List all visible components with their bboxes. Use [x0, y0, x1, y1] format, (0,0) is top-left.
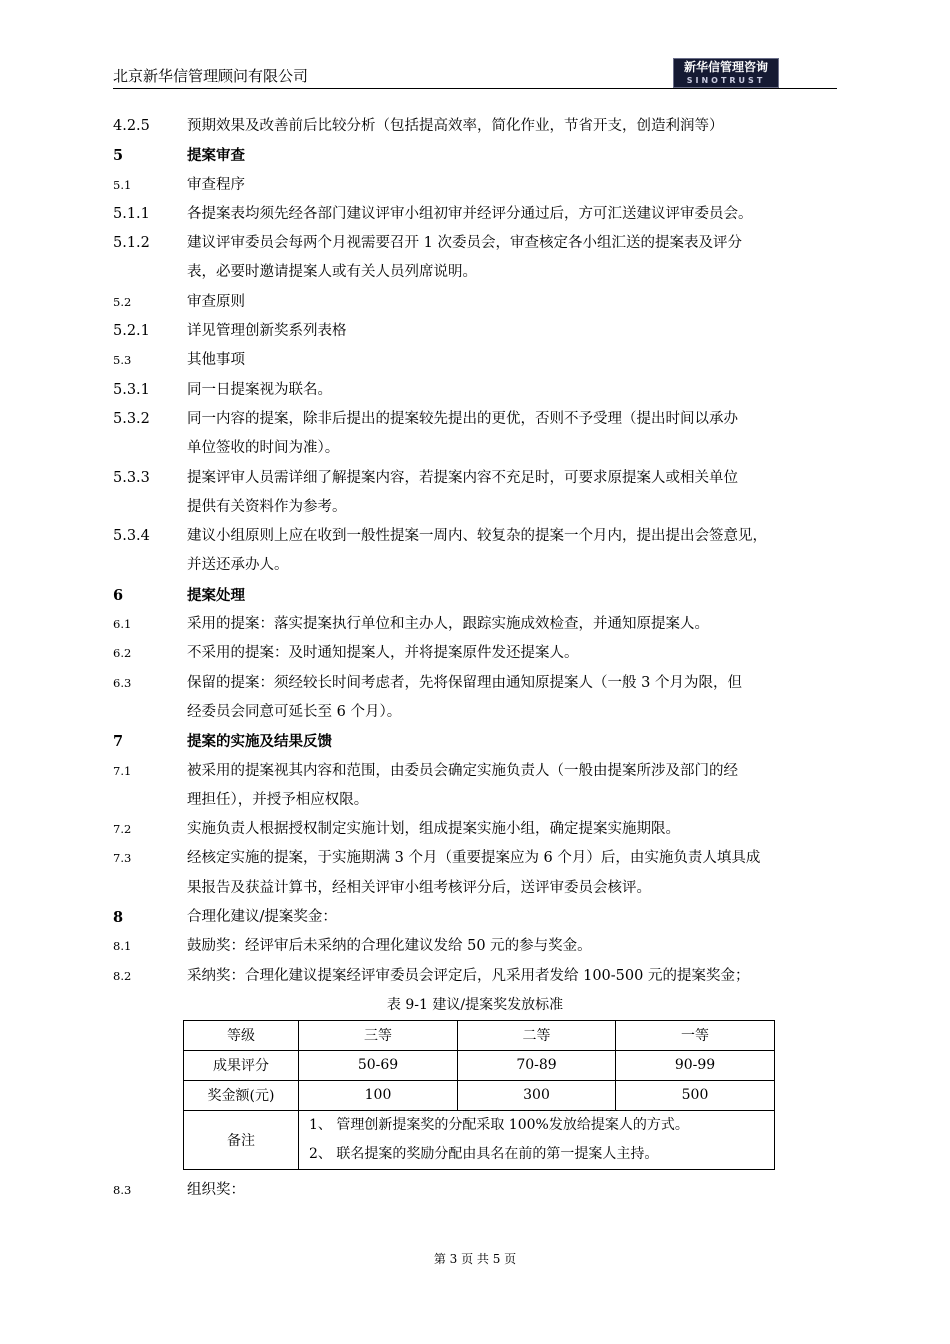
section-5-3 [113, 346, 853, 375]
heading-8 [113, 903, 853, 932]
section-5-1 [113, 171, 853, 200]
table-cell: 70-89 [458, 1050, 616, 1080]
section-text: 其他事项 [187, 352, 245, 369]
section-5-3-2-cont [113, 434, 853, 463]
section-8-2 [113, 962, 853, 991]
table-cell: 成果评分 [184, 1050, 299, 1080]
section-text: 提供有关资料作为参考。 [187, 498, 347, 515]
page-footer: 第 3 页 共 5 页 [433, 1252, 517, 1266]
section-text: 理担任），并授予相应权限。 [187, 791, 369, 808]
section-5-1-2 [113, 229, 853, 258]
section-5-2-1 [113, 317, 853, 346]
table-row [184, 1050, 775, 1080]
note-item: 1、 管理创新提案奖的分配采取 100%发放给提案人的方式。 [309, 1116, 689, 1133]
section-text: 提案评审人员需详细了解提案内容，若提案内容不充足时，可要求原提案人或相关单位 [187, 469, 738, 486]
note-item: 2、 联名提案的奖励分配由具名在前的第一提案人主持。 [309, 1145, 659, 1162]
section-number: 5.3.3 [113, 469, 150, 486]
table-cell: 奖金额(元) [184, 1080, 299, 1110]
section-text: 实施负责人根据授权制定实施计划，组成提案实施小组，确定提案实施期限。 [187, 821, 680, 838]
section-text: 采用的提案：落实提案执行单位和主办人，跟踪实施成效检查，并通知原提案人。 [187, 616, 709, 633]
section-5-2 [113, 288, 853, 317]
section-number: 5.2 [113, 294, 132, 309]
section-number: 4.2.5 [113, 118, 150, 134]
heading-7 [113, 727, 853, 756]
section-text: 鼓励奖：经评审后未采纳的合理化建议发给 50 元的参与奖金。 [187, 938, 592, 955]
table-cell: 90-99 [616, 1050, 775, 1080]
section-5-3-3-cont [113, 493, 853, 522]
section-number: 5.1.2 [113, 235, 150, 252]
heading-text: 提案的实施及结果反馈 [187, 733, 332, 751]
section-number: 7.3 [113, 851, 132, 866]
heading-number: 8 [113, 909, 124, 927]
section-number: 5.2.1 [113, 323, 150, 340]
table-cell: 100 [299, 1080, 458, 1110]
section-text: 预期效果及改善前后比较分析（包括提高效率，简化作业，节省开支，创造利润等） [187, 118, 724, 134]
award-table [183, 1020, 775, 1170]
heading-6 [113, 581, 853, 610]
section-6-2 [113, 639, 853, 668]
table-notes-row [184, 1110, 775, 1169]
company-logo [673, 58, 779, 88]
section-number: 5.3.1 [113, 381, 150, 398]
section-text: 建议小组原则上应在收到一般性提案一周内、较复杂的提案一个月内，提出提出会签意见， [187, 528, 767, 545]
section-5-3-4 [113, 522, 853, 551]
section-5-3-2 [113, 405, 853, 434]
section-text: 单位签收的时间为准）。 [187, 440, 340, 457]
section-6-1 [113, 610, 853, 639]
heading-number: 5 [113, 147, 124, 165]
section-text: 果报告及获益计算书，经相关评审小组考核评分后，送评审委员会核评。 [187, 879, 651, 896]
section-text: 组织奖： [187, 1181, 245, 1198]
heading-number: 7 [113, 733, 124, 751]
heading-text: 提案处理 [187, 586, 245, 604]
section-7-2 [113, 815, 853, 844]
heading-5 [113, 141, 853, 170]
section-text: 保留的提案：须经较长时间考虑者，先将保留理由通知原提案人（一般 3 个月为限，但 [187, 674, 742, 691]
section-text: 采纳奖：合理化建议提案经评审委员会评定后，凡采用者发给 100-500 元的提案奖金； [187, 967, 750, 984]
section-number: 5.3.2 [113, 410, 150, 427]
page-header [113, 58, 837, 89]
table-header-row [184, 1020, 775, 1050]
company-name: 北京新华信管理顾问有限公司 [113, 67, 309, 85]
section-5-3-3 [113, 464, 853, 493]
table-cell: 备注 [184, 1110, 299, 1169]
section-7-1 [113, 757, 853, 786]
section-text: 并送还承办人。 [187, 557, 289, 574]
section-text: 表，必要时邀请提案人或有关人员列席说明。 [187, 264, 477, 281]
section-number: 6.3 [113, 675, 132, 690]
section-number: 5.3.4 [113, 528, 150, 545]
section-5-1-1 [113, 200, 853, 229]
section-text: 建议评审委员会每两个月视需要召开 1 次委员会，审查核定各小组汇送的提案表及评分 [187, 235, 742, 252]
section-8-3 [113, 1176, 853, 1205]
table-cell: 二等 [458, 1020, 616, 1050]
document-body [113, 112, 853, 1205]
section-number: 6.2 [113, 646, 132, 661]
section-number: 6.1 [113, 617, 132, 632]
section-number: 8.3 [113, 1182, 132, 1197]
section-text: 同一内容的提案，除非后提出的提案较先提出的更优，否则不予受理（提出时间以承办 [187, 410, 738, 427]
section-5-3-4-cont [113, 551, 853, 580]
table-caption: 表 9-1 建议/提案奖发放标准 [386, 996, 564, 1013]
section-number: 5.1.1 [113, 205, 150, 222]
section-text: 审查原则 [187, 293, 245, 310]
section-text: 同一日提案视为联名。 [187, 381, 332, 398]
section-text: 不采用的提案：及时通知提案人，并将提案原件发还提案人。 [187, 645, 579, 662]
section-number: 5.1 [113, 177, 132, 192]
section-number: 7.1 [113, 763, 132, 778]
section-6-3-cont [113, 698, 853, 727]
table-cell: 500 [616, 1080, 775, 1110]
table-cell: 一等 [616, 1020, 775, 1050]
table-notes-cell [299, 1110, 775, 1169]
section-number: 7.2 [113, 822, 132, 837]
section-5-3-1 [113, 376, 853, 405]
logo-english-text: SINOTRUST [686, 76, 766, 85]
section-number: 8.1 [113, 939, 132, 954]
section-4-2-5 [113, 112, 853, 141]
section-text: 经委员会同意可延长至 6 个月）。 [187, 703, 402, 720]
section-6-3 [113, 669, 853, 698]
section-7-3-cont [113, 874, 853, 903]
section-8-1 [113, 932, 853, 961]
heading-text: 提案审查 [187, 147, 245, 165]
section-text: 经核定实施的提案，于实施期满 3 个月（重要提案应为 6 个月）后，由实施负责人填具成 [187, 850, 761, 867]
table-cell: 等级 [184, 1020, 299, 1050]
section-text: 被采用的提案视其内容和范围，由委员会确定实施负责人（一般由提案所涉及部门的经 [187, 762, 738, 779]
section-5-1-2-cont [113, 258, 853, 287]
table-cell: 300 [458, 1080, 616, 1110]
section-7-3 [113, 844, 853, 873]
section-text: 各提案表均须先经各部门建议评审小组初审并经评分通过后，方可汇送建议评审委员会。 [187, 205, 753, 222]
logo-chinese-text: 新华信管理咨询 [683, 60, 768, 74]
section-text: 详见管理创新奖系列表格 [187, 323, 347, 340]
section-text: 审查程序 [187, 176, 245, 193]
section-number: 5.3 [113, 353, 132, 368]
section-7-1-cont [113, 786, 853, 815]
table-cell: 50-69 [299, 1050, 458, 1080]
section-number: 8.2 [113, 968, 132, 983]
table-row [184, 1080, 775, 1110]
table-cell: 三等 [299, 1020, 458, 1050]
heading-number: 6 [113, 586, 124, 604]
heading-text: 合理化建议/提案奖金： [187, 909, 337, 926]
